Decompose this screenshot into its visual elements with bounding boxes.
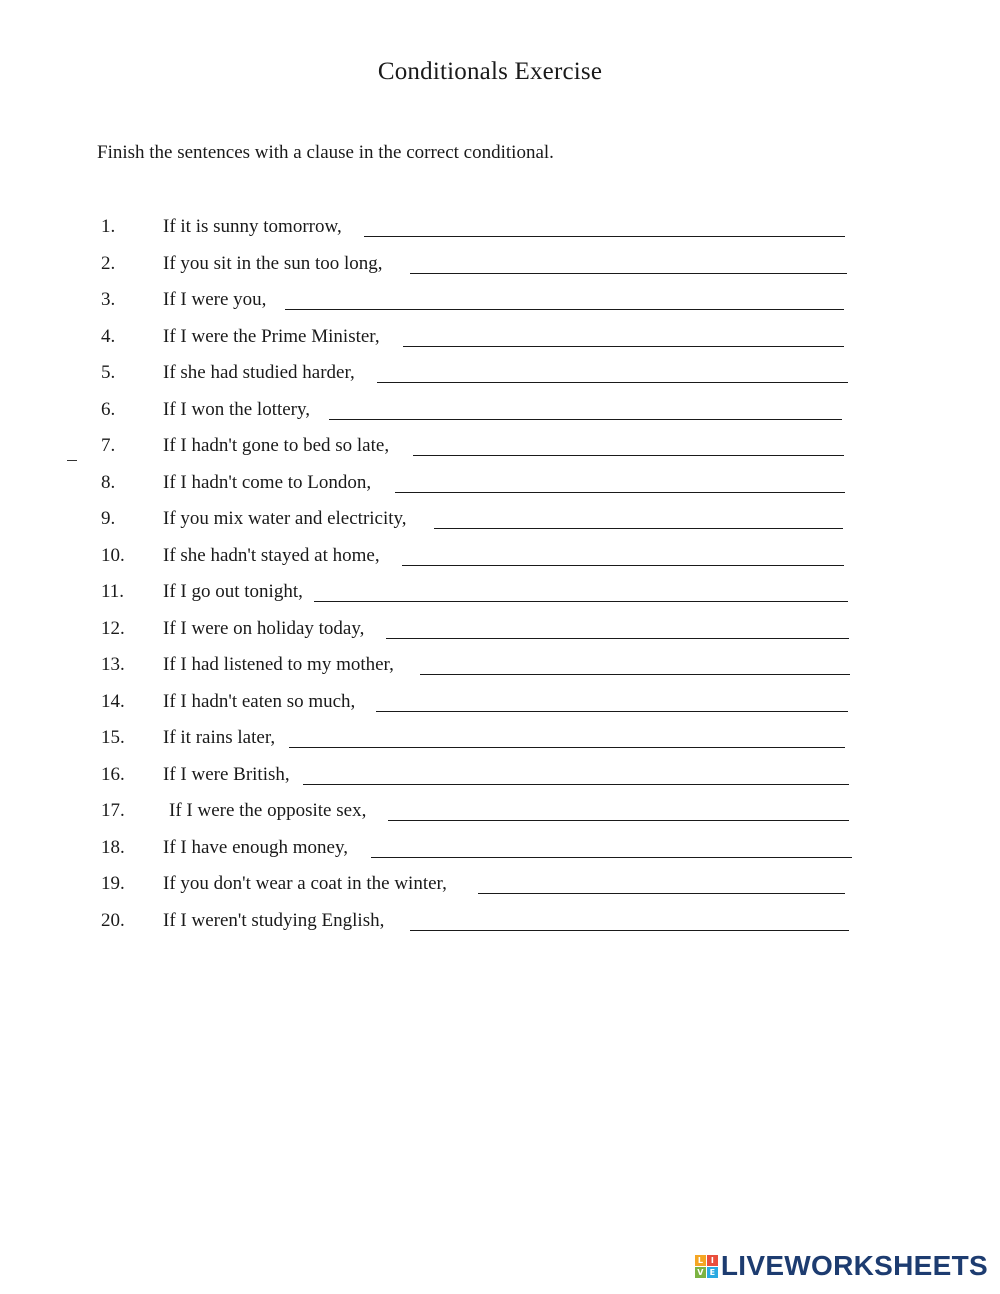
liveworksheets-logo	[695, 1250, 988, 1282]
badge-letter: V	[695, 1267, 706, 1278]
item-prompt: If I hadn't come to London,	[163, 471, 372, 493]
exercise-item	[0, 395, 1000, 432]
exercise-item	[0, 796, 1000, 833]
item-number: 16.	[101, 763, 125, 785]
item-number: 6.	[101, 398, 116, 420]
exercise-list	[0, 212, 1000, 942]
item-number: 4.	[101, 325, 116, 347]
answer-blank[interactable]	[386, 638, 849, 639]
exercise-item	[0, 906, 1000, 943]
item-prompt: If I won the lottery,	[163, 398, 311, 420]
item-number: 19.	[101, 873, 125, 894]
item-number: 5.	[101, 362, 116, 383]
item-prompt: If I were you,	[163, 289, 267, 310]
item-prompt: If it is sunny tomorrow,	[163, 216, 342, 237]
item-number: 15.	[101, 727, 125, 748]
answer-blank[interactable]	[410, 273, 847, 274]
answer-blank[interactable]	[371, 857, 852, 858]
item-prompt: If I were the Prime Minister,	[163, 325, 380, 347]
answer-blank[interactable]	[388, 820, 849, 821]
answer-blank[interactable]	[420, 674, 850, 675]
badge-letter: I	[707, 1255, 718, 1266]
item-number: 8.	[101, 471, 116, 493]
badge-letter: E	[707, 1267, 718, 1278]
exercise-item	[0, 504, 1000, 541]
exercise-item	[0, 431, 1000, 468]
exercise-item	[0, 541, 1000, 578]
item-number: 17.	[101, 800, 125, 821]
item-number: 2.	[101, 252, 116, 274]
item-number: 7.	[101, 435, 116, 456]
brand-badge-icon	[695, 1255, 718, 1278]
item-number: 18.	[101, 836, 125, 858]
answer-blank[interactable]	[285, 309, 844, 310]
page-title: Conditionals Exercise	[377, 58, 603, 85]
exercise-item	[0, 723, 1000, 760]
exercise-item	[0, 614, 1000, 651]
item-prompt: If she had studied harder,	[163, 362, 355, 383]
answer-blank[interactable]	[289, 747, 845, 748]
answer-blank[interactable]	[395, 492, 845, 493]
item-number: 1.	[101, 216, 116, 237]
item-number: 3.	[101, 289, 116, 310]
instructions: Finish the sentences with a clause in the correct conditional.	[97, 142, 554, 163]
answer-blank[interactable]	[364, 236, 845, 237]
exercise-item	[0, 869, 1000, 906]
item-prompt: If I weren't studying English,	[163, 909, 385, 931]
answer-blank[interactable]	[434, 528, 843, 529]
exercise-item	[0, 249, 1000, 286]
answer-blank[interactable]	[303, 784, 849, 785]
answer-blank[interactable]	[329, 419, 842, 420]
exercise-item	[0, 687, 1000, 724]
answer-blank[interactable]	[377, 382, 848, 383]
item-prompt: If I had listened to my mother,	[163, 654, 394, 675]
answer-blank[interactable]	[402, 565, 844, 566]
item-number: 11.	[101, 581, 125, 602]
item-prompt: If I have enough money,	[163, 836, 349, 858]
item-prompt: If you sit in the sun too long,	[163, 252, 383, 274]
item-prompt: If I go out tonight,	[163, 581, 303, 602]
item-prompt: If I were British,	[163, 763, 290, 785]
answer-blank[interactable]	[376, 711, 848, 712]
item-prompt: If it rains later,	[163, 727, 276, 748]
answer-blank[interactable]	[413, 455, 844, 456]
answer-blank[interactable]	[478, 893, 845, 894]
item-number: 9.	[101, 508, 116, 529]
exercise-item	[0, 285, 1000, 322]
item-prompt: If she hadn't stayed at home,	[163, 544, 380, 566]
answer-blank[interactable]	[314, 601, 848, 602]
badge-letter: L	[695, 1255, 706, 1266]
item-prompt: If I were the opposite sex,	[169, 800, 367, 821]
item-prompt: If I hadn't gone to bed so late,	[163, 435, 390, 456]
exercise-item	[0, 760, 1000, 797]
item-prompt: If I hadn't eaten so much,	[163, 690, 356, 712]
brand-name: LIVEWORKSHEETS	[720, 1250, 988, 1281]
exercise-item	[0, 650, 1000, 687]
exercise-item	[0, 322, 1000, 359]
item-prompt: If I were on holiday today,	[163, 617, 365, 639]
item-prompt: If you mix water and electricity,	[163, 508, 407, 529]
exercise-item	[0, 212, 1000, 249]
exercise-item	[0, 468, 1000, 505]
exercise-item	[0, 577, 1000, 614]
item-number: 12.	[101, 617, 125, 639]
answer-blank[interactable]	[403, 346, 844, 347]
exercise-item	[0, 833, 1000, 870]
answer-blank[interactable]	[410, 930, 849, 931]
item-number: 10.	[101, 544, 125, 566]
item-prompt: If you don't wear a coat in the winter,	[163, 873, 447, 894]
item-number: 13.	[101, 654, 125, 675]
item-number: 20.	[101, 909, 125, 931]
exercise-item	[0, 358, 1000, 395]
item-number: 14.	[101, 690, 125, 712]
